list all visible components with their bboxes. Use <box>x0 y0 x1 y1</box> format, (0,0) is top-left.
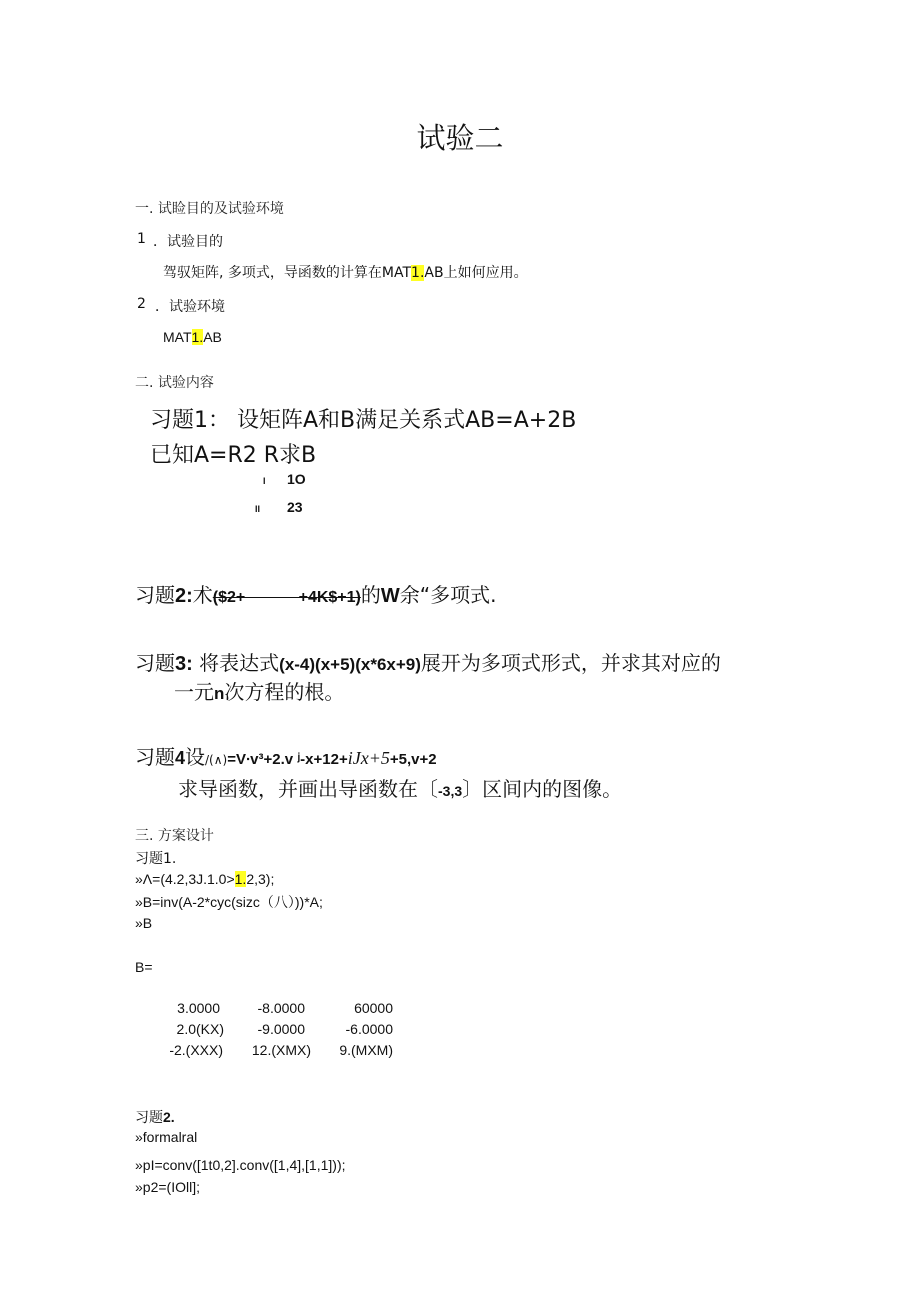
matrix-fragment-a1: I <box>263 476 266 486</box>
env-highlight: 1. <box>191 329 204 345</box>
item1-text-post: AB上如何应用。 <box>424 265 528 281</box>
problem4-expr-b: +5,v+2 <box>389 751 437 768</box>
problem4-line2-pre: 求导函数，并画出导函数在〔 <box>178 777 438 801</box>
problem2 <box>135 579 496 608</box>
problem3-line2-post: 次方程的根。 <box>224 680 345 704</box>
code1-post: 2,3); <box>246 871 275 887</box>
matrix-cell: 2.0(KX) <box>176 1021 224 1037</box>
problem3-line1 <box>135 647 721 676</box>
matrix-cell: -6.0000 <box>345 1021 393 1037</box>
problem4-expr-a: =V∙v³+2.v ʲ-x+12+ <box>227 751 348 768</box>
problem1-line1: 习题1： 设矩阵A和B满足关系式AB=A+2B <box>150 408 577 433</box>
item2-label: ．试验环境 <box>155 299 225 315</box>
matrix-cell: 12.(XMX) <box>251 1042 311 1058</box>
problem2-post-b: 余“多项式. <box>399 583 497 607</box>
problem4-line2-post: 〕区间内的图像。 <box>462 777 623 801</box>
matrix-cell: 9.(MXM) <box>339 1042 393 1058</box>
problem3-line2 <box>174 676 344 705</box>
exercise2-number: 2. <box>163 1109 175 1125</box>
problem4-line1 <box>135 741 437 770</box>
exercise1-label: 习题1. <box>135 851 177 867</box>
problem2-post-a: 的 <box>360 583 381 607</box>
matrix-cell: -9.0000 <box>257 1021 305 1037</box>
problem1-line2: 已知A=R2 R求B <box>150 443 317 468</box>
result-label: B= <box>135 959 153 975</box>
problem3-number: 3: <box>175 653 193 675</box>
problem3-post: 展开为多项式形式，并求其对应的 <box>420 651 721 675</box>
item1-text-pre: 驾驭矩阵, 多项式，导函数的计算在MAT <box>163 265 412 281</box>
item1-text-highlight: 1. <box>411 265 425 281</box>
section-heading-1: 一. 试睑目的及试验环境 <box>135 201 284 217</box>
problem3-line2-n: n <box>214 684 225 703</box>
page-title: 试验二 <box>416 121 504 155</box>
matrix-cell: 3.0000 <box>177 1000 220 1016</box>
item1-number: 1 <box>137 231 146 247</box>
matrix-fragment-a2: 1O <box>287 471 306 487</box>
environment-text <box>163 329 222 345</box>
exercise2-label <box>135 1107 175 1127</box>
problem2-struck-expression: ($2+ +4K$+1) <box>212 589 361 606</box>
section-heading-3: 三. 方案设计 <box>135 828 214 844</box>
problem4-interval: -3,3 <box>438 783 463 799</box>
section-heading-2: 二. 试验内容 <box>135 375 214 391</box>
problem4-pre: 习题 <box>135 745 175 769</box>
matrix-fragment-b2: 23 <box>287 499 303 515</box>
problem2-pre: 习题 <box>135 583 175 607</box>
code-line-4: »formalral <box>135 1129 198 1145</box>
env-pre: MAT <box>163 329 192 345</box>
problem2-bold-w: W <box>380 585 400 607</box>
problem2-mid: 术 <box>192 583 213 607</box>
item1-label: ．试验目的 <box>153 234 223 250</box>
code-line-5: »pI=conv([1t0,2].conv([1,4],[1,1])); <box>135 1157 346 1173</box>
exercise2-pre: 习题 <box>135 1110 163 1126</box>
code-line-6: »p2=(IOll]; <box>135 1179 200 1195</box>
matrix-fragment-b1: II <box>255 504 261 514</box>
problem4-line2 <box>178 773 622 802</box>
problem4-mid: 设 <box>185 745 206 769</box>
code1-pre: »Λ=(4.2,3J.1.0> <box>135 871 235 887</box>
problem3-mid: 将表达式 <box>192 651 280 675</box>
problem4-fn: /(∧) <box>205 753 228 767</box>
code-line-1 <box>135 871 274 887</box>
problem4-number: 4 <box>175 748 186 768</box>
code-line-3: »B <box>135 915 153 931</box>
matrix-cell: -8.0000 <box>257 1000 305 1016</box>
item1-text <box>163 262 528 282</box>
problem3-pre: 习题 <box>135 651 175 675</box>
matrix-cell: 60000 <box>354 1000 393 1016</box>
problem2-number: 2: <box>175 585 193 607</box>
matrix-cell: -2.(XXX) <box>169 1042 223 1058</box>
env-post: AB <box>203 329 222 345</box>
code1-highlight: 1. <box>234 871 247 887</box>
problem3-expression: (x-4)(x+5)(x*6x+9) <box>279 655 421 674</box>
code-line-2: »B=inv(A-2*cyc(sizc（八）))*A; <box>135 894 323 910</box>
problem4-expr-italic: iJx+5 <box>347 748 390 768</box>
item2-number: 2 <box>137 296 146 312</box>
problem3-line2-pre: 一元 <box>174 680 214 704</box>
